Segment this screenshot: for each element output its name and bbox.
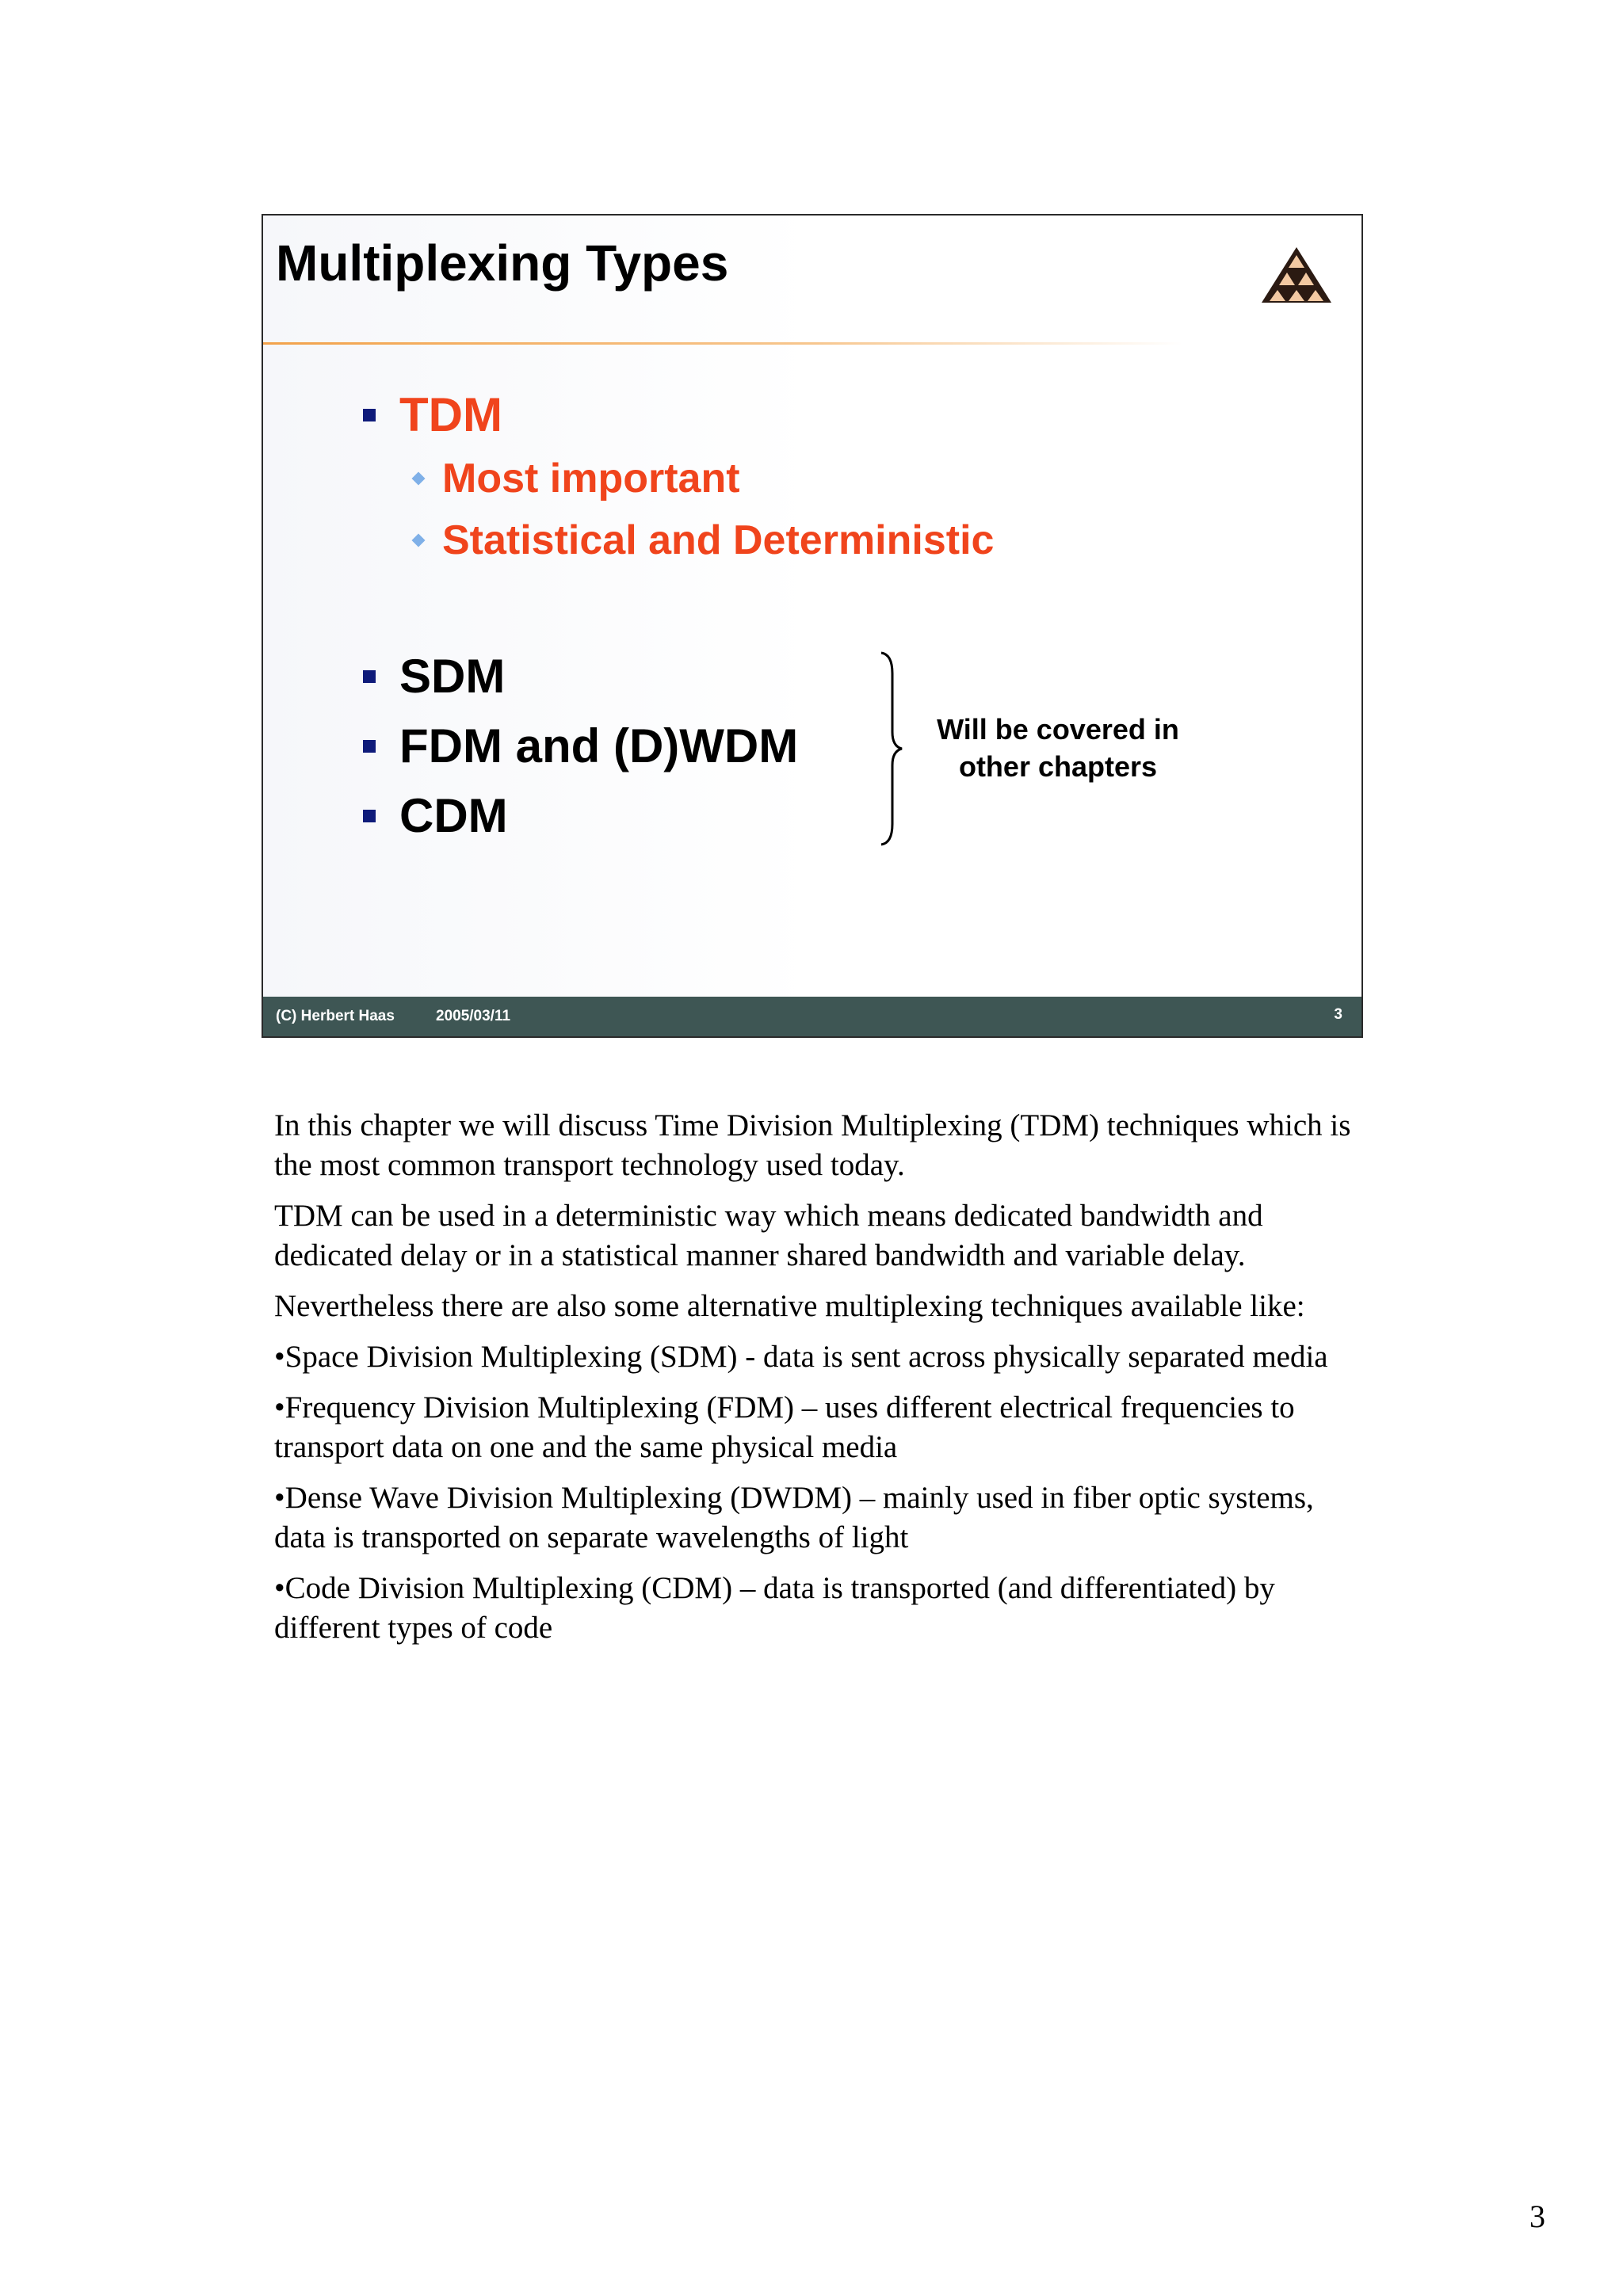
footer-slide-number: 3 (1334, 1006, 1342, 1023)
brace-note-line: Will be covered in (937, 713, 1179, 746)
notes-paragraph: Nevertheless there are also some alternative multiplexing techniques available like: (274, 1289, 1305, 1323)
sub-bullet-label: Most important (442, 456, 740, 502)
diamond-bullet-icon (412, 472, 426, 486)
sub-bullet-label: Statistical and Deterministic (442, 517, 995, 563)
diamond-bullet-icon (412, 534, 426, 547)
bullet-cdm (363, 789, 508, 842)
bullet-fdm-dwdm (363, 719, 799, 772)
page-number: 3 (1529, 2199, 1545, 2234)
square-bullet-icon (363, 670, 376, 683)
bullet-label: CDM (399, 789, 508, 842)
bullet-label: FDM and (D)WDM (399, 719, 799, 772)
notes-paragraph: •Frequency Division Multiplexing (FDM) – uses different electrical frequencies to transport data on one and the same physical media (274, 1390, 1295, 1464)
notes-paragraph: •Code Division Multiplexing (CDM) – data is transported (and differentiated) by different types of code (274, 1571, 1275, 1645)
slide-title: Multiplexing Types (276, 235, 729, 292)
brace-note-line: other chapters (958, 750, 1158, 783)
square-bullet-icon (363, 409, 376, 421)
bullet-tdm (363, 388, 502, 441)
slide (262, 214, 1363, 1038)
notes-paragraph: •Space Division Multiplexing (SDM) - data is sent across physically separated media (274, 1340, 1328, 1374)
bullet-label: SDM (399, 650, 506, 703)
square-bullet-icon (363, 810, 376, 822)
footer-date: 2005/03/11 (436, 1008, 511, 1024)
notes-paragraph: TDM can be used in a deterministic way which means dedicated bandwidth and dedicated delay or in a statistical manner shared bandwidth and variable delay. (274, 1199, 1263, 1272)
sub-bullet-statistical-deterministic (411, 517, 995, 563)
notes-paragraph: In this chapter we will discuss Time Division Multiplexing (TDM) techniques which is the most common transport technology used today. (274, 1108, 1351, 1182)
bullet-label: TDM (399, 388, 502, 441)
footer-author: (C) Herbert Haas (276, 1008, 395, 1024)
square-bullet-icon (363, 740, 376, 753)
triangle-logo-icon (1260, 246, 1333, 304)
notes-paragraph: •Dense Wave Division Multiplexing (DWDM) – mainly used in fiber optic systems, data is transported on separate wavelengths of light (274, 1481, 1314, 1554)
slide-footer (263, 997, 1361, 1036)
title-divider (263, 342, 1182, 345)
sub-bullet-most-important (411, 456, 740, 502)
bullet-sdm (363, 650, 506, 703)
brace-note (911, 711, 1205, 785)
speaker-notes (274, 1106, 1360, 1659)
